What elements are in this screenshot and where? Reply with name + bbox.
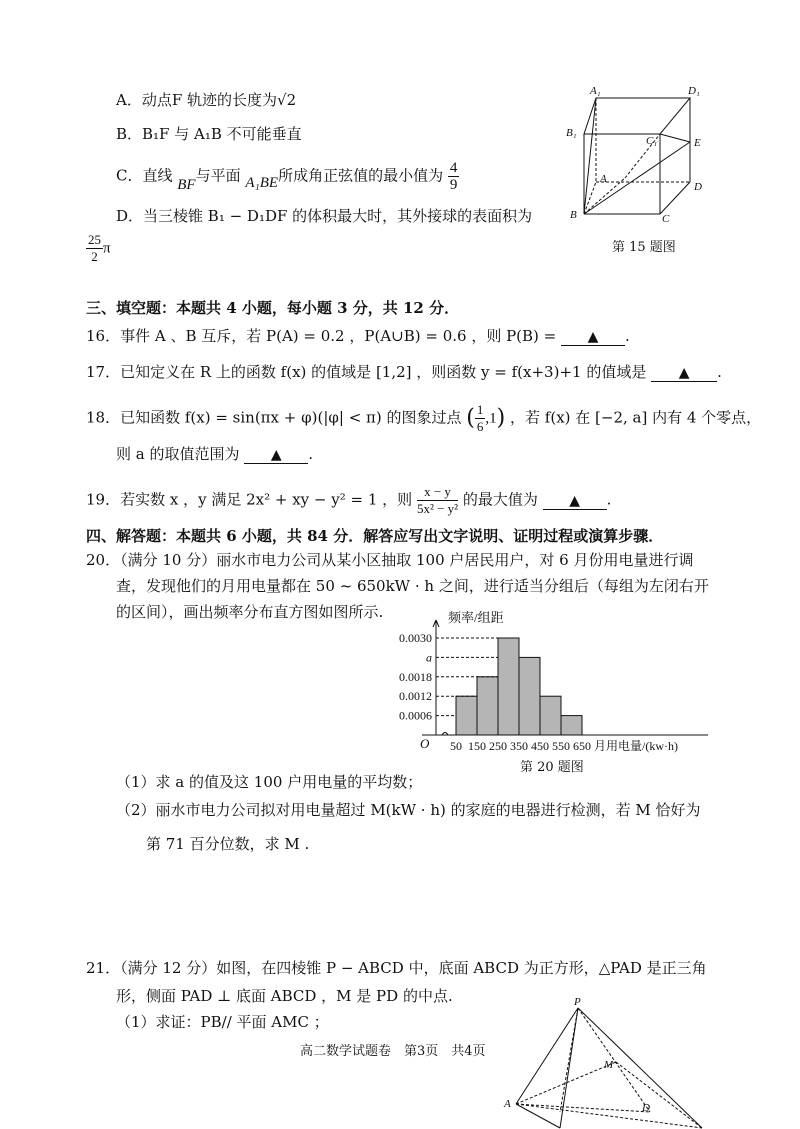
cube-label-d1: D₁ [688,85,700,97]
histogram-y-label: 频率/组距 [448,610,504,625]
q19: 19．若实数 x ，y 满足 2x² + xy − y² = 1 ，则 $\frac{x - y}{\text{5x² − y²}}$ 的最大值为 ▲ . [86,484,612,516]
q20-line3: 的区间），画出频率分布直方图如图所示. [116,603,384,621]
q15-option-b: B．B₁F 与 A₁B 不可能垂直 [116,125,302,143]
histogram-y-tick-label: 0.0012 [399,689,432,704]
histogram-bar-250-350 [498,638,519,735]
q15-d-answer: $\frac{25}{2}$ π [88,232,111,264]
q16-answer-blank: ▲ [561,329,625,346]
histogram-x-tick-label: 50 [450,739,462,753]
histogram-x-tick-label: 350 [510,739,528,753]
histogram-y-tick-label: 0.0006 [399,708,432,723]
section4-heading: 四、解答题：本题共 6 小题，共 84 分．解答应写出文字说明、证明过程或演算步骤． [86,527,664,545]
pyramid-label-a: A [504,1098,511,1110]
cube-label-a1: A₁ [590,85,601,97]
q17: 17．已知定义在 R 上的函数 f(x) 的值域是 [1,2] ，则函数 y = f(x+3)+1 的值域是 ▲ . [86,363,722,381]
q15-option-d: D．当三棱锥 B₁ − D₁DF 的体积最大时，其外接球的表面积为 [116,207,533,225]
q15-option-c: C．直线 BF与平面 A₁BE所成角正弦值的最小值为 $\frac{4}{9}$ [116,160,458,193]
q15-c-fraction: $\frac{4}{9}$ [449,160,458,193]
q17-answer-blank: ▲ [651,365,717,382]
pyramid-label-m: M [604,1059,614,1071]
q20-line2: 查，发现他们的月用电量都在 50 ~ 650kW · h 之间，进行适当分组后（每组为左闭右开 [116,577,709,595]
frequency-histogram [360,608,720,758]
histogram-bar-450-550 [540,696,561,735]
q18-answer-blank: ▲ [244,447,308,464]
histogram-bar-150-250 [477,677,498,735]
pyramid-figure [500,994,720,1129]
pyramid-label-p: P [574,996,581,1008]
cube-label-c: C [662,213,670,225]
cube-label-b1: B₁ [566,127,577,139]
histogram-y-tick-label: 0.0018 [399,669,432,684]
section3-heading: 三、填空题：本题共 4 小题，每小题 3 分，共 12 分． [86,299,460,317]
pyramid-label-d: D [642,1102,650,1114]
histogram-y-tick-label: 0.0030 [399,631,432,645]
q16: 16．事件 A 、B 互斥，若 P(A) = 0.2 ，P(A∪B) = 0.6 ，则 P(B) = ▲ . [86,327,630,345]
histogram-x-tick-label: 450 [531,739,549,753]
histogram-x-tick-label: 550 [552,739,570,753]
q20-figure-caption: 第 20 题图 [520,760,584,775]
cube-label-b: B [570,209,577,221]
cube-figure [560,78,720,258]
histogram-bar-50-150 [456,696,477,735]
q21-line2: 形，侧面 PAD ⊥ 底面 ABCD ，M 是 PD 的中点. [116,987,453,1005]
histogram-x-tick-label: 650 [573,739,591,753]
q21-line1: 21．（满分 12 分）如图，在四棱锥 P − ABCD 中，底面 ABCD 为正方形，△PAD 是正三角 [86,959,707,977]
q15-option-a: A．动点F 轨迹的长度为√2 [116,91,297,109]
q20-sub2-line1: （2）丽水市电力公司拟对用电量超过 M(kW · h) 的家庭的电器进行检测，若 M 恰好为 [116,801,701,819]
cube-label-c1: C₁ [646,135,658,147]
histogram-origin-label: O [420,736,430,751]
q20-line1: 20．（满分 10 分）丽水市电力公司从某小区抽取 100 户居民用户，对 6 月份用电量进行调 [86,551,694,569]
cube-label-a: A [600,173,607,185]
q20-sub2-line2: 第 71 百分位数，求 M . [146,835,310,853]
cube-label-d: D [694,181,702,193]
q15-figure-caption: 第 15 题图 [612,240,676,255]
histogram-bar-350-450 [519,657,540,735]
histogram-x-tick-label: 150 [468,739,486,753]
histogram-y-tick-label: a [426,650,432,665]
histogram-bar-550-650 [561,716,582,735]
q18-line1: 18．已知函数 f(x) = sin(πx + φ)(|φ| < π) 的图象过点 ( $\frac{1}{6}$ ,1) ，若 f(x) 在 [−2, a] 内有 4 个零点， [86,402,762,434]
q21-sub1: （1）求证：PB// 平面 AMC ； [116,1013,329,1031]
histogram-x-tick-label: 250 [489,739,507,753]
q18-line2: 则 a 的取值范围为 ▲ . [116,445,314,463]
cube-label-e: E [694,137,701,149]
q19-answer-blank: ▲ [543,493,607,510]
q20-sub1: （1）求 a 的值及这 100 户用电量的平均数； [116,773,423,791]
histogram-x-label: 月用电量/(kw·h) [594,739,678,753]
page-footer: 高二数学试题卷 第3页 共4页 [300,1044,486,1059]
